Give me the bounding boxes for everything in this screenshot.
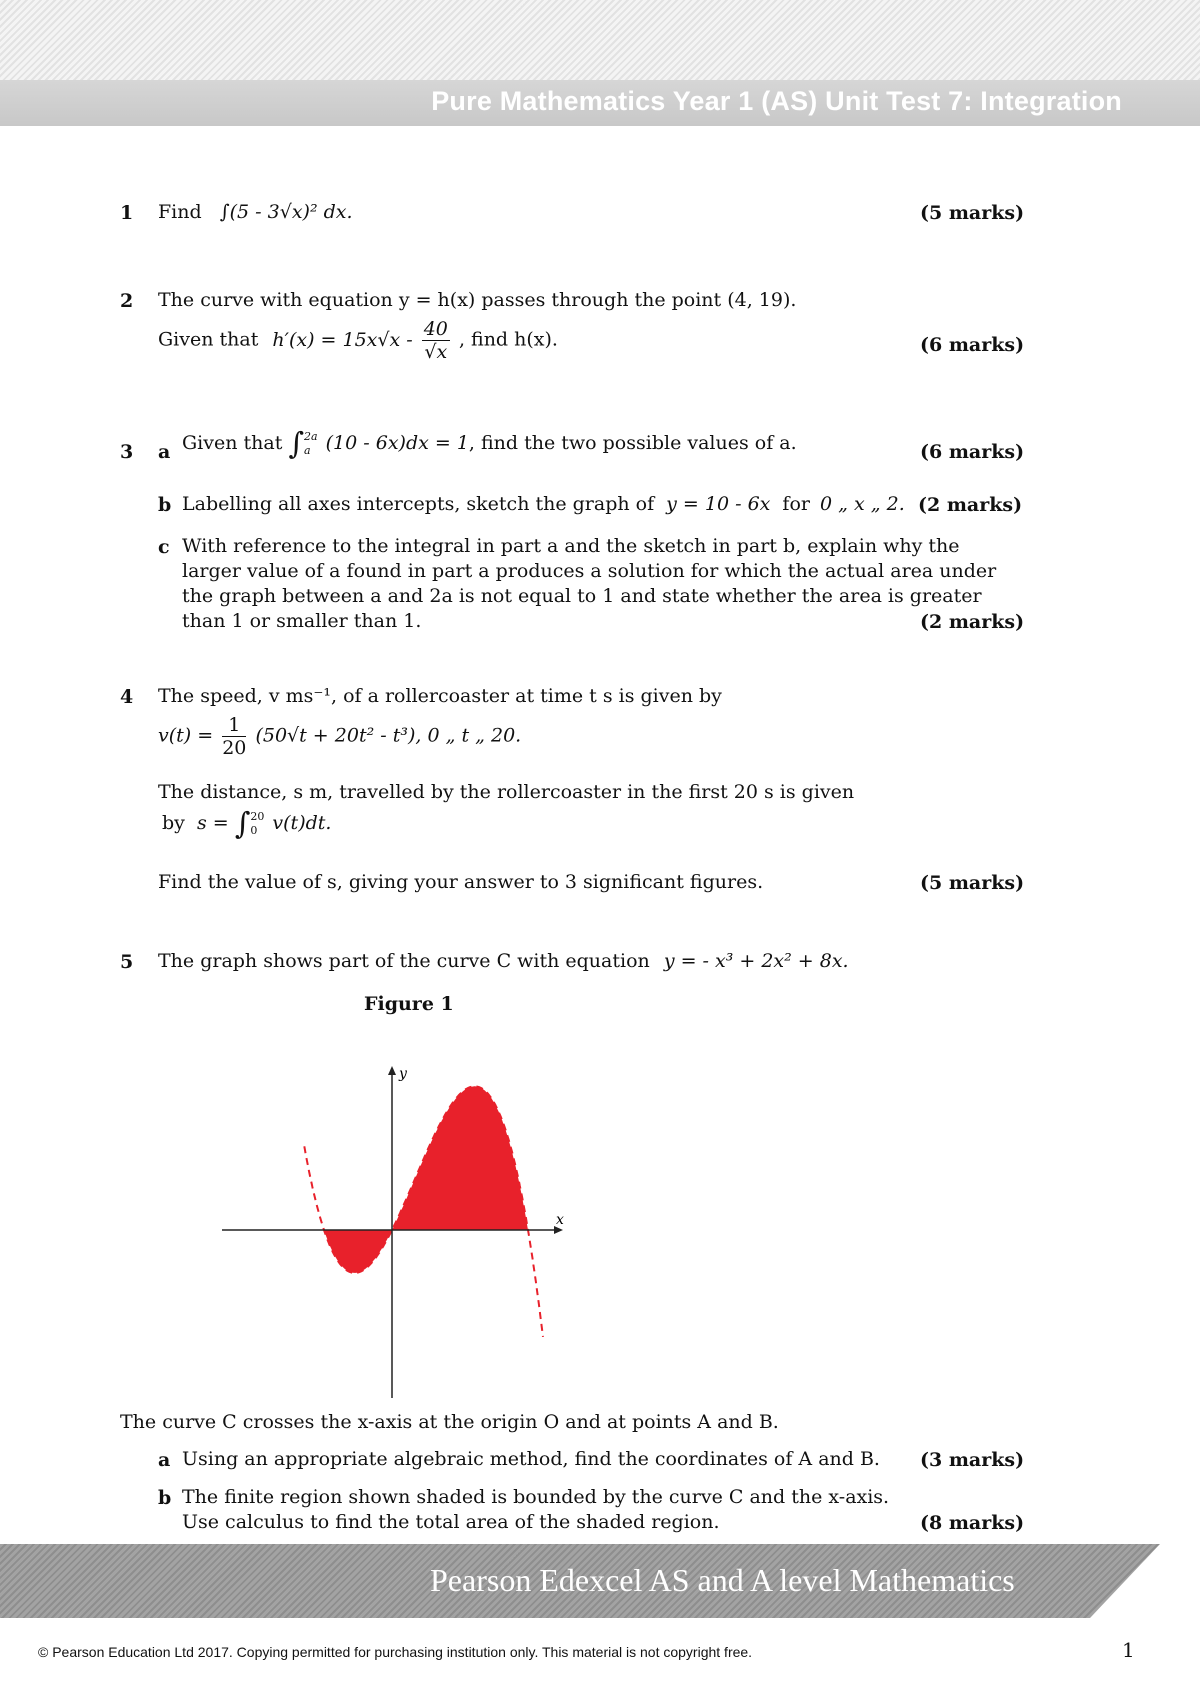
q3b-expr: y = 10 - 6x: [666, 493, 771, 515]
question-1-number: 1: [120, 202, 134, 224]
q4-marks: (5 marks): [920, 872, 1025, 894]
y-axis-label: y: [399, 1066, 407, 1082]
q5b-marks: (8 marks): [920, 1512, 1025, 1534]
q3b-text-main: Labelling all axes intercepts, sketch the graph of: [182, 493, 655, 515]
q5b-line2: Use calculus to find the total area of the shaded region.: [182, 1511, 720, 1533]
q4-s-pre: s =: [196, 812, 229, 834]
q1-expression: ∫(5 - 3√x)² dx.: [219, 201, 353, 223]
q1-marks: (5 marks): [920, 202, 1025, 224]
shaded-region: [324, 1086, 528, 1273]
q3c-label: c: [158, 536, 170, 558]
q3a-given: Given that: [182, 432, 283, 454]
q3c-line2: larger value of a found in part a produces a solution for which the actual area under: [182, 560, 997, 582]
q3c-line4: than 1 or smaller than 1.: [182, 610, 422, 632]
q4-line1: The speed, v ms⁻¹, of a rollercoaster at time t s is given by: [158, 685, 722, 707]
q4-by: by: [162, 812, 185, 834]
q5-text: The graph shows part of the curve C with equation: [158, 950, 650, 972]
q4-frac-num: 1: [222, 714, 246, 737]
q4-v-post: (50√t + 20t² - t³), 0 „ t „ 20.: [255, 724, 522, 747]
q5-after-figure: The curve C crosses the x-axis at the origin O and at points A and B.: [120, 1411, 779, 1433]
q4-s-post: v(t)dt.: [272, 812, 332, 834]
y-axis-arrow: [388, 1066, 396, 1075]
q5a-text: Using an appropriate algebraic method, find the coordinates of A and B.: [182, 1448, 880, 1470]
q5b-label: b: [158, 1487, 172, 1509]
question-4-number: 4: [120, 686, 134, 708]
q3b-for: for: [782, 493, 810, 515]
q4-s-upper: 20: [250, 810, 265, 823]
q2-marks: (6 marks): [920, 334, 1025, 356]
q4-frac-den: 20: [222, 737, 247, 759]
q2-line1: The curve with equation y = h(x) passes through the point (4, 19).: [158, 289, 797, 311]
q3c-line3: the graph between a and 2a is not equal to 1 and state whether the area is greater: [182, 585, 982, 607]
q5a-label: a: [158, 1449, 171, 1471]
figure-caption: Figure 1: [364, 993, 454, 1015]
q3a-label: a: [158, 441, 171, 463]
q3a-tail: , find the two possible values of a.: [468, 432, 797, 454]
q2-given: Given that: [158, 328, 259, 351]
q1-find: Find: [158, 201, 202, 223]
q3a-lower: a: [304, 444, 311, 457]
q5b-line1: The finite region shown shaded is bounded by the curve C and the x-axis.: [182, 1486, 890, 1508]
q4-integral-sign: ∫: [234, 806, 251, 842]
copyright-notice: © Pearson Education Ltd 2017. Copying permitted for purchasing institution only. This material is not copyright free.: [38, 1644, 753, 1660]
q3a-upper: 2a: [304, 430, 318, 443]
q5a-marks: (3 marks): [920, 1449, 1025, 1471]
header-title: Pure Mathematics Year 1 (AS) Unit Test 7: Integration: [431, 86, 1122, 116]
q2-frac-den: √x: [424, 341, 448, 363]
q3b-range: 0 „ x „ 2.: [820, 493, 905, 515]
q2-derivative: h′(x) = 15x√x -: [272, 328, 413, 351]
q3b-marks: (2 marks): [918, 494, 1023, 516]
q4-v-pre: v(t) =: [158, 724, 214, 747]
q3b-label: b: [158, 494, 172, 516]
q3c-line1: With reference to the integral in part a and the sketch in part b, explain why the: [182, 535, 960, 557]
q2-tail: , find h(x).: [458, 328, 558, 351]
q4-s-lower: 0: [250, 824, 258, 837]
q3a-integral-sign: ∫: [288, 426, 305, 462]
page-number: 1: [1122, 1638, 1135, 1662]
question-3-number: 3: [120, 441, 134, 463]
q3a-integrand: (10 - 6x)dx = 1: [325, 432, 469, 454]
x-axis-label: x: [556, 1212, 564, 1228]
q4-line5: Find the value of s, giving your answer to 3 significant figures.: [158, 871, 764, 893]
footer-title: Pearson Edexcel AS and A level Mathematics: [430, 1562, 1015, 1598]
q5-expr: y = - x³ + 2x² + 8x.: [663, 950, 849, 972]
question-2-number: 2: [120, 290, 134, 312]
q2-frac-num: 40: [423, 318, 448, 340]
q3a-marks: (6 marks): [920, 441, 1025, 463]
q4-line3: The distance, s m, travelled by the rollercoaster in the first 20 s is given: [158, 781, 855, 803]
q3c-marks: (2 marks): [920, 611, 1025, 633]
question-5-number: 5: [120, 951, 134, 973]
